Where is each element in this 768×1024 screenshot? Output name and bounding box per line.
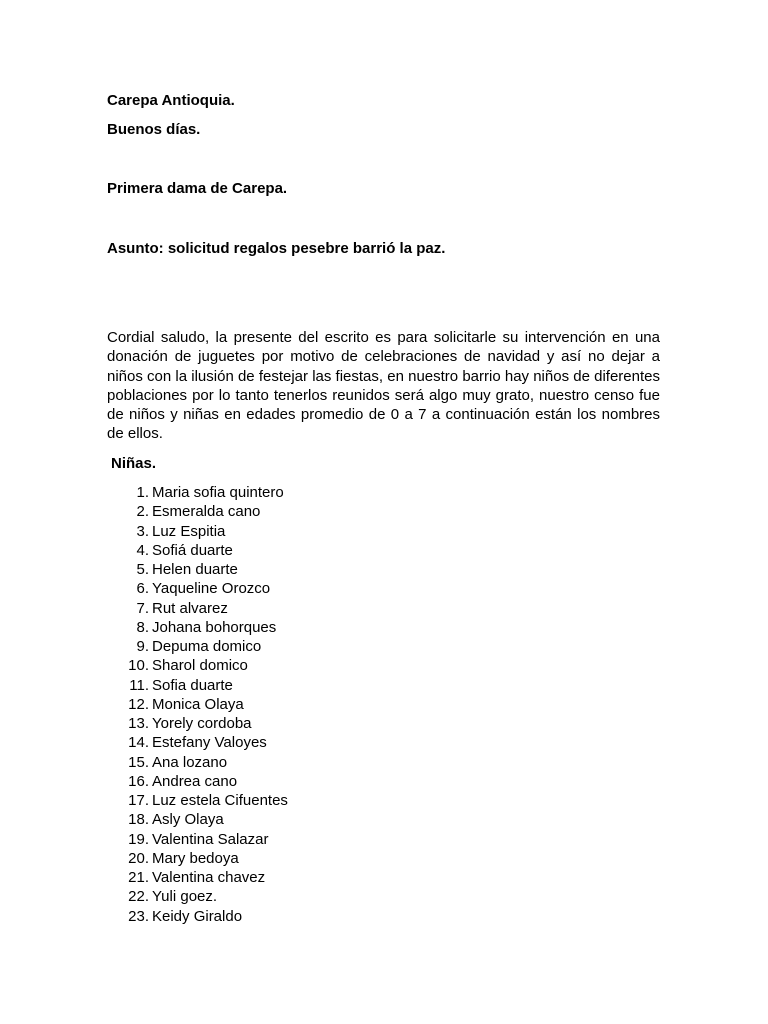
list-item xyxy=(0,887,500,906)
list-item-number: 13. xyxy=(128,715,149,732)
list-item xyxy=(0,560,500,579)
list-item-name: Depuma domico xyxy=(152,638,262,655)
girls-heading: Niñas. xyxy=(111,455,157,472)
list-item-name: Keidy Giraldo xyxy=(152,907,243,925)
body-paragraph: Cordial saludo, la presente del escrito es para solicitarle su intervención en una donación de juguetes por motivo de celebraciones de navidad y así no dejar a niños con la ilusión de festejar las fiestas, en nuestro barrio hay niños de diferentes poblaciones por lo tanto tenerlos reunidos será algo muy grato, nuestro censo fue de niños y niñas en edades promedio de 0 a 7 a continuación están los nombres de ellos. xyxy=(107,329,660,443)
list-item xyxy=(0,541,500,560)
list-item-name: Asly Olaya xyxy=(152,811,224,829)
list-item-name: Luz estela Cifuentes xyxy=(152,792,288,809)
list-item-name: Johana bohorques xyxy=(152,618,277,636)
list-item xyxy=(0,695,500,714)
list-item xyxy=(0,676,500,695)
list-item xyxy=(0,830,500,849)
list-item-number: 10. xyxy=(128,657,149,675)
list-item-name: Esmeralda cano xyxy=(152,503,261,521)
list-item-number: 6. xyxy=(136,580,149,598)
list-item-number: 8. xyxy=(136,618,149,636)
list-item-number: 16. xyxy=(128,772,149,790)
list-item-number: 11. xyxy=(129,676,149,694)
list-item-number: 7. xyxy=(136,599,149,617)
list-item xyxy=(0,483,500,502)
list-item xyxy=(0,733,500,752)
list-item-number: 3. xyxy=(136,522,149,540)
list-item xyxy=(0,753,500,772)
list-item xyxy=(0,637,500,656)
list-item xyxy=(0,849,500,868)
list-item-number: 15. xyxy=(128,753,149,771)
list-item-name: Sofia duarte xyxy=(152,676,233,694)
list-item xyxy=(0,772,500,791)
list-item-name: Valentina chavez xyxy=(152,869,266,886)
list-item-number: 22. xyxy=(128,888,149,906)
list-item-number: 2. xyxy=(136,503,149,521)
greeting-line: Buenos días. xyxy=(107,121,201,138)
list-item-name: Estefany Valoyes xyxy=(152,734,267,752)
list-item xyxy=(0,522,500,541)
list-item xyxy=(0,618,500,637)
list-item-name: Sharol domico xyxy=(152,657,248,675)
list-item-name: Yuli goez. xyxy=(152,888,218,906)
list-item xyxy=(0,599,500,618)
list-item-number: 23. xyxy=(128,907,149,925)
list-item-name: Yorely cordoba xyxy=(152,715,252,732)
list-item-name: Sofiá duarte xyxy=(152,541,233,559)
list-item-name: Ana lozano xyxy=(152,753,228,771)
list-item-number: 14. xyxy=(128,734,149,752)
list-item-number: 9. xyxy=(136,638,149,655)
list-item-name: Yaqueline Orozco xyxy=(152,580,271,598)
list-item-name: Maria sofia quintero xyxy=(152,484,284,501)
list-item-number: 21. xyxy=(128,869,149,886)
list-item xyxy=(0,791,500,810)
place-line: Carepa Antioquia. xyxy=(107,92,235,109)
list-item-name: Luz Espitia xyxy=(152,522,226,540)
list-item-name: Valentina Salazar xyxy=(152,830,269,848)
list-item xyxy=(0,868,500,887)
list-item-number: 5. xyxy=(136,561,149,578)
list-item xyxy=(0,579,500,598)
list-item-name: Andrea cano xyxy=(152,772,238,790)
list-item xyxy=(0,907,500,926)
recipient-line: Primera dama de Carepa. xyxy=(107,180,288,197)
list-item-name: Mary bedoya xyxy=(152,849,239,867)
list-item-name: Helen duarte xyxy=(152,561,238,578)
list-item-number: 19. xyxy=(128,830,149,848)
list-item-number: 17. xyxy=(128,792,149,809)
list-item-number: 12. xyxy=(128,695,149,713)
list-item-number: 18. xyxy=(128,811,149,829)
list-item-number: 4. xyxy=(136,541,149,559)
list-item xyxy=(0,656,500,675)
list-item xyxy=(0,502,500,521)
list-item-number: 20. xyxy=(128,849,149,867)
list-item xyxy=(0,810,500,829)
list-item-name: Monica Olaya xyxy=(152,695,244,713)
subject-line: Asunto: solicitud regalos pesebre barrió la paz. xyxy=(107,240,446,257)
list-item-number: 1. xyxy=(136,484,149,501)
list-item-name: Rut alvarez xyxy=(152,599,228,617)
list-item xyxy=(0,714,500,733)
